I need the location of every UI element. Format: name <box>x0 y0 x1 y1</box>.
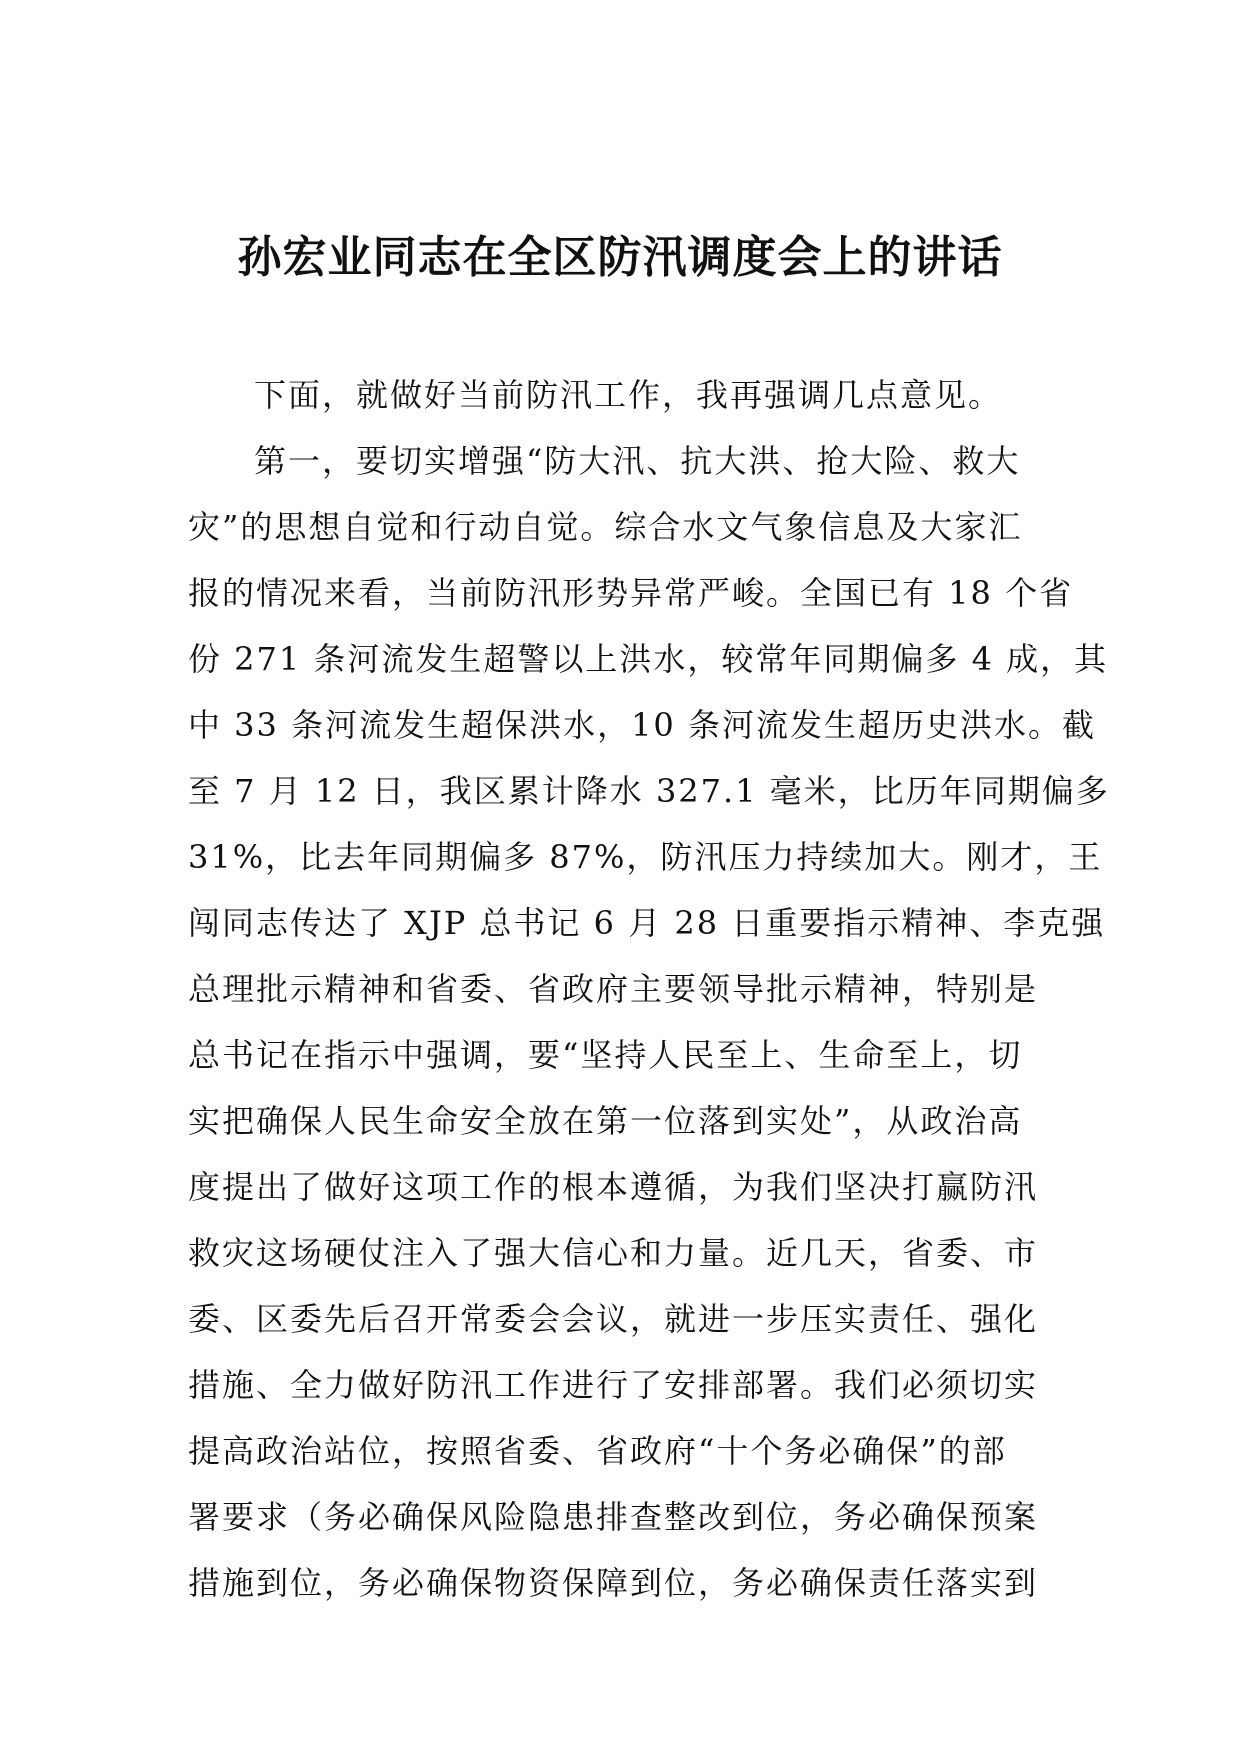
text-line: 度提出了做好这项工作的根本遵循，为我们坚决打赢防汛 <box>188 1168 1039 1206</box>
text-line: 救灾这场硬仗注入了强大信心和力量。近几天，省委、市 <box>188 1234 1039 1272</box>
text-line: 份 271 条河流发生超警以上洪水，较常年同期偏多 4 成，其 <box>188 640 1109 678</box>
text-line: 31%，比去年同期偏多 87%，防汛压力持续加大。刚才，王 <box>188 838 1103 876</box>
paragraph-intro <box>188 362 1058 428</box>
text-line: 报的情况来看，当前防汛形势异常严峻。全国已有 18 个省 <box>188 574 1074 612</box>
paragraph-first-point <box>188 428 1110 1616</box>
text-line: 总书记在指示中强调，要“坚持人民至上、生命至上，切 <box>188 1036 1023 1074</box>
document-body <box>188 362 1110 1616</box>
text-line: 提高政治站位，按照省委、省政府“十个务必确保”的部 <box>188 1432 1007 1470</box>
text-line: 灾”的思想自觉和行动自觉。综合水文气象信息及大家汇 <box>188 508 1023 546</box>
text-line: 措施到位，务必确保物资保障到位，务必确保责任落实到 <box>188 1564 1039 1602</box>
text-line: 第一，要切实增强“防大汛、抗大洪、抢大险、救大 <box>254 442 1021 480</box>
text-line: 实把确保人民生命安全放在第一位落到实处”，从政治高 <box>188 1102 1023 1140</box>
text-line: 闯同志传达了 XJP 总书记 6 月 28 日重要指示精神、李克强 <box>188 904 1106 942</box>
text-line: 至 7 月 12 日，我区累计降水 327.1 毫米，比历年同期偏多 <box>188 772 1110 810</box>
text-line: 措施、全力做好防汛工作进行了安排部署。我们必须切实 <box>188 1366 1039 1404</box>
document-title: 孙宏业同志在全区防汛调度会上的讲话 <box>237 232 1003 283</box>
text-line: 下面，就做好当前防汛工作，我再强调几点意见。 <box>254 376 1003 414</box>
text-line: 中 33 条河流发生超保洪水，10 条河流发生超历史洪水。截 <box>188 706 1096 744</box>
text-line: 总理批示精神和省委、省政府主要领导批示精神，特别是 <box>188 970 1039 1008</box>
text-line: 署要求（务必确保风险隐患排查整改到位，务必确保预案 <box>188 1498 1039 1536</box>
text-line: 委、区委先后召开常委会会议，就进一步压实责任、强化 <box>188 1300 1039 1338</box>
